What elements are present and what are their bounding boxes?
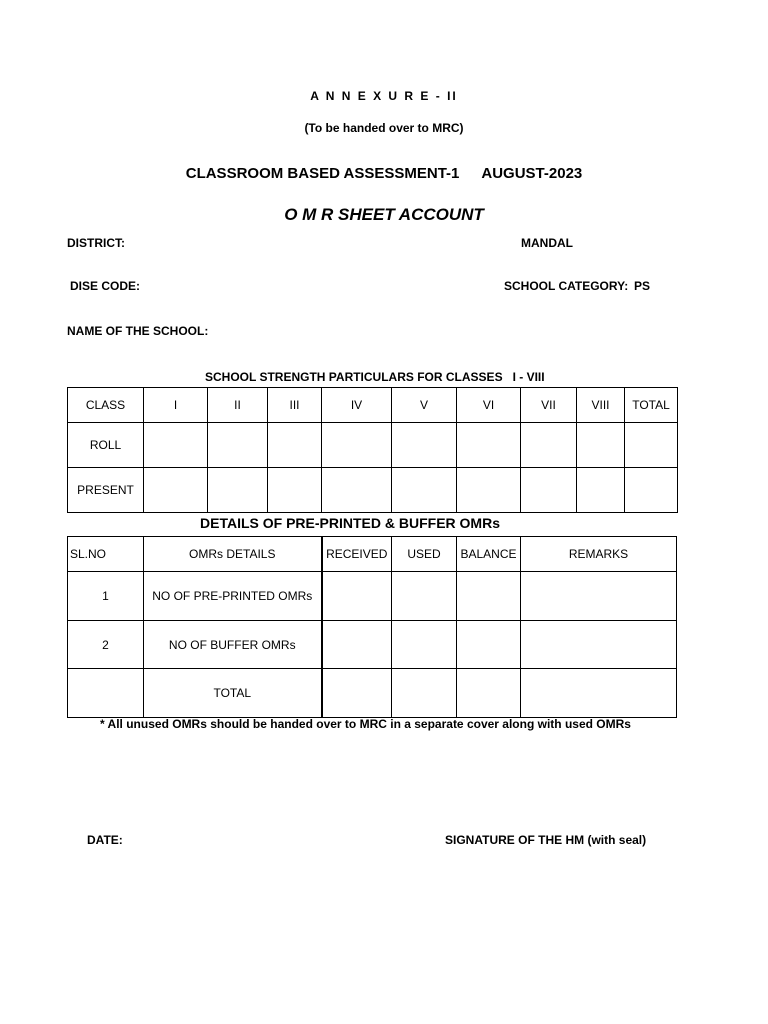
table-row [68,423,678,468]
header-cell: BALANCE [457,537,521,572]
table-row [68,468,678,513]
strength-table-caption: SCHOOL STRENGTH PARTICULARS FOR CLASSES I - VIII [205,370,545,384]
used-cell[interactable] [392,621,457,669]
header-cell: IV [322,388,392,423]
table-cell[interactable] [577,423,625,468]
omr-details-table [67,536,677,718]
remarks-cell[interactable] [521,669,677,718]
school-category-label: SCHOOL CATEGORY: [504,279,629,293]
table-cell[interactable] [144,468,208,513]
table-cell[interactable] [457,423,521,468]
table-cell[interactable] [322,423,392,468]
omr-detail-cell: TOTAL [144,669,322,718]
table-cell[interactable] [457,468,521,513]
remarks-cell[interactable] [521,572,677,621]
sl-no-cell: 1 [68,572,144,621]
balance-cell[interactable] [457,621,521,669]
page-title: O M R SHEET ACCOUNT [284,205,484,224]
header-cell: RECEIVED [322,537,392,572]
used-cell[interactable] [392,572,457,621]
table-cell[interactable] [521,423,577,468]
header-cell: II [208,388,268,423]
assessment-name: CLASSROOM BASED ASSESSMENT-1 [185,165,460,182]
omr-header-row [68,537,677,572]
received-cell[interactable] [322,669,392,718]
used-cell[interactable] [392,669,457,718]
annexure-heading: A N N E X U R E - II [310,89,458,103]
header-cell: TOTAL [625,388,678,423]
received-cell[interactable] [322,572,392,621]
assessment-heading [0,165,768,182]
row-label-present: PRESENT [68,468,144,513]
table-row [68,669,677,718]
header-cell: VII [521,388,577,423]
unused-omr-note: * All unused OMRs should be handed over to MRC in a separate cover along with used OMRs [100,717,631,731]
table-cell[interactable] [625,423,678,468]
mandal-label: MANDAL [521,236,573,250]
remarks-cell[interactable] [521,621,677,669]
table-cell[interactable] [577,468,625,513]
received-cell[interactable] [322,621,392,669]
table-cell[interactable] [392,423,457,468]
omr-detail-cell: NO OF PRE-PRINTED OMRs [144,572,322,621]
header-cell: REMARKS [521,537,677,572]
header-cell: OMRs DETAILS [144,537,322,572]
date-label: DATE: [87,833,123,847]
header-cell: III [268,388,322,423]
table-cell[interactable] [322,468,392,513]
sl-no-cell: 2 [68,621,144,669]
school-name-label: NAME OF THE SCHOOL: [67,324,209,338]
school-strength-table [67,387,678,513]
assessment-month: AUGUST-2023 [481,165,583,182]
balance-cell[interactable] [457,572,521,621]
table-cell[interactable] [268,468,322,513]
table-cell[interactable] [144,423,208,468]
sl-no-cell [68,669,144,718]
table-cell[interactable] [625,468,678,513]
dise-code-label: DISE CODE: [70,279,141,293]
signature-label: SIGNATURE OF THE HM (with seal) [445,833,647,847]
table-row [68,572,677,621]
school-category-value: PS [634,279,651,293]
table-cell[interactable] [268,423,322,468]
strength-header-row [68,388,678,423]
table-row [68,621,677,669]
district-label: DISTRICT: [67,236,125,250]
header-cell: VI [457,388,521,423]
header-cell: CLASS [68,388,144,423]
table-cell[interactable] [208,468,268,513]
omr-detail-cell: NO OF BUFFER OMRs [144,621,322,669]
header-cell: I [144,388,208,423]
table-cell[interactable] [521,468,577,513]
balance-cell[interactable] [457,669,521,718]
omr-details-caption: DETAILS OF PRE-PRINTED & BUFFER OMRs [200,515,500,531]
header-cell: VIII [577,388,625,423]
header-cell: SL.NO [68,537,144,572]
handed-over-note: (To be handed over to MRC) [304,121,464,135]
table-cell[interactable] [392,468,457,513]
header-cell: USED [392,537,457,572]
table-cell[interactable] [208,423,268,468]
header-cell: V [392,388,457,423]
row-label-roll: ROLL [68,423,144,468]
